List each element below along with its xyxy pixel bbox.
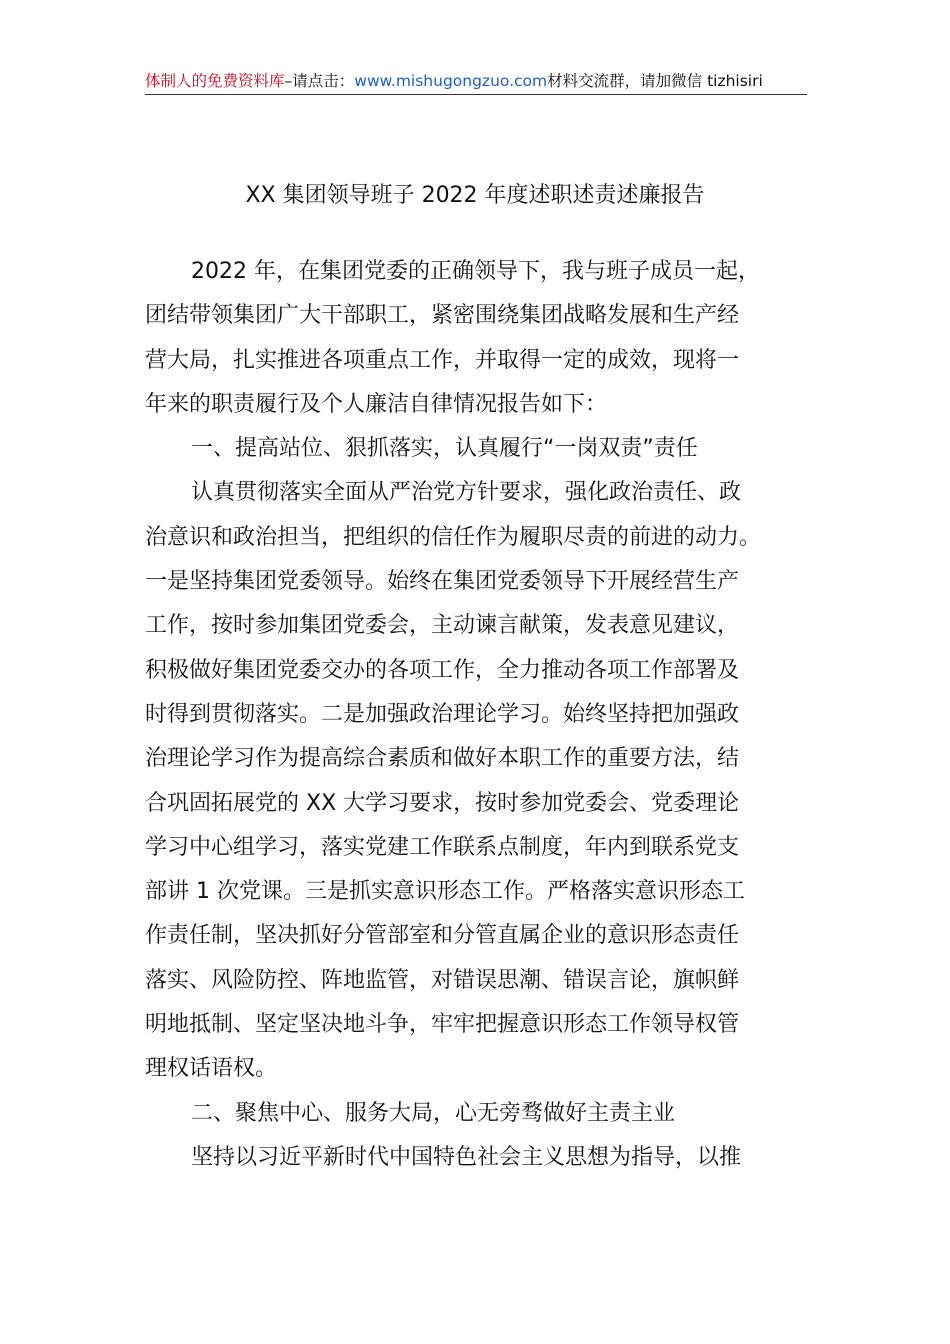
body-line: 2022 年，在集团党委的正确领导下，我与班子成员一起， <box>191 259 760 284</box>
banner-click-prompt: –请点击： <box>284 72 355 90</box>
body-line: 明地抵制、坚定坚决地斗争，牢牢把握意识形态工作领导权管 <box>145 1012 740 1038</box>
section-heading-1: 一、提高站位、狠抓落实，认真履行“一岗双责”责任 <box>191 436 698 462</box>
body-line: 治理论学习作为提高综合素质和做好本职工作的重要方法，结 <box>145 746 740 772</box>
body-line: 年来的职责履行及个人廉洁自律情况报告如下： <box>145 391 608 417</box>
body-line: 积极做好集团党委交办的各项工作，全力推动各项工作部署及 <box>145 657 740 683</box>
banner-brand: 体制人的免费资料库 <box>145 72 285 90</box>
document-body <box>145 250 825 1180</box>
body-line: 作责任制，坚决抓好分管部室和分管直属企业的意识形态责任 <box>145 923 740 949</box>
body-line: 落实、风险防控、阵地监管，对错误思潮、错误言论，旗帜鲜 <box>145 967 740 993</box>
document-title: XX 集团领导班子 2022 年度述职述责述廉报告 <box>245 183 705 208</box>
body-line: 营大局，扎实推进各项重点工作，并取得一定的成效，现将一 <box>145 347 740 373</box>
resource-banner <box>145 68 807 95</box>
body-line: 团结带领集团广大干部职工，紧密围绕集团战略发展和生产经 <box>145 303 740 329</box>
body-line: 时得到贯彻落实。二是加强政治理论学习。始终坚持把加强政 <box>145 701 740 727</box>
body-line: 理权话语权。 <box>145 1056 278 1082</box>
body-line: 学习中心组学习，落实党建工作联系点制度，年内到联系党支 <box>145 834 740 860</box>
body-line: 部讲 1 次党课。三是抓实意识形态工作。严格落实意识形态工 <box>145 879 745 905</box>
banner-contact-text: 材料交流群，请加微信 tizhisiri <box>547 72 763 90</box>
body-line: 工作，按时参加集团党委会，主动谏言献策，发表意见建议， <box>145 613 740 639</box>
body-line: 一是坚持集团党委领导。始终在集团党委领导下开展经营生产 <box>145 569 740 595</box>
body-line: 认真贯彻落实全面从严治党方针要求，强化政治责任、政 <box>191 480 742 506</box>
banner-url-link[interactable]: www.mishugongzuo.com <box>354 72 548 90</box>
section-heading-2: 二、聚焦中心、服务大局，心无旁骛做好主责主业 <box>191 1100 676 1126</box>
body-line: 治意识和政治担当，把组织的信任作为履职尽责的前进的动力。 <box>145 524 762 550</box>
body-line: 合巩固拓展党的 XX 大学习要求，按时参加党委会、党委理论 <box>145 790 740 816</box>
body-line: 坚持以习近平新时代中国特色社会主义思想为指导，以推 <box>191 1144 742 1170</box>
